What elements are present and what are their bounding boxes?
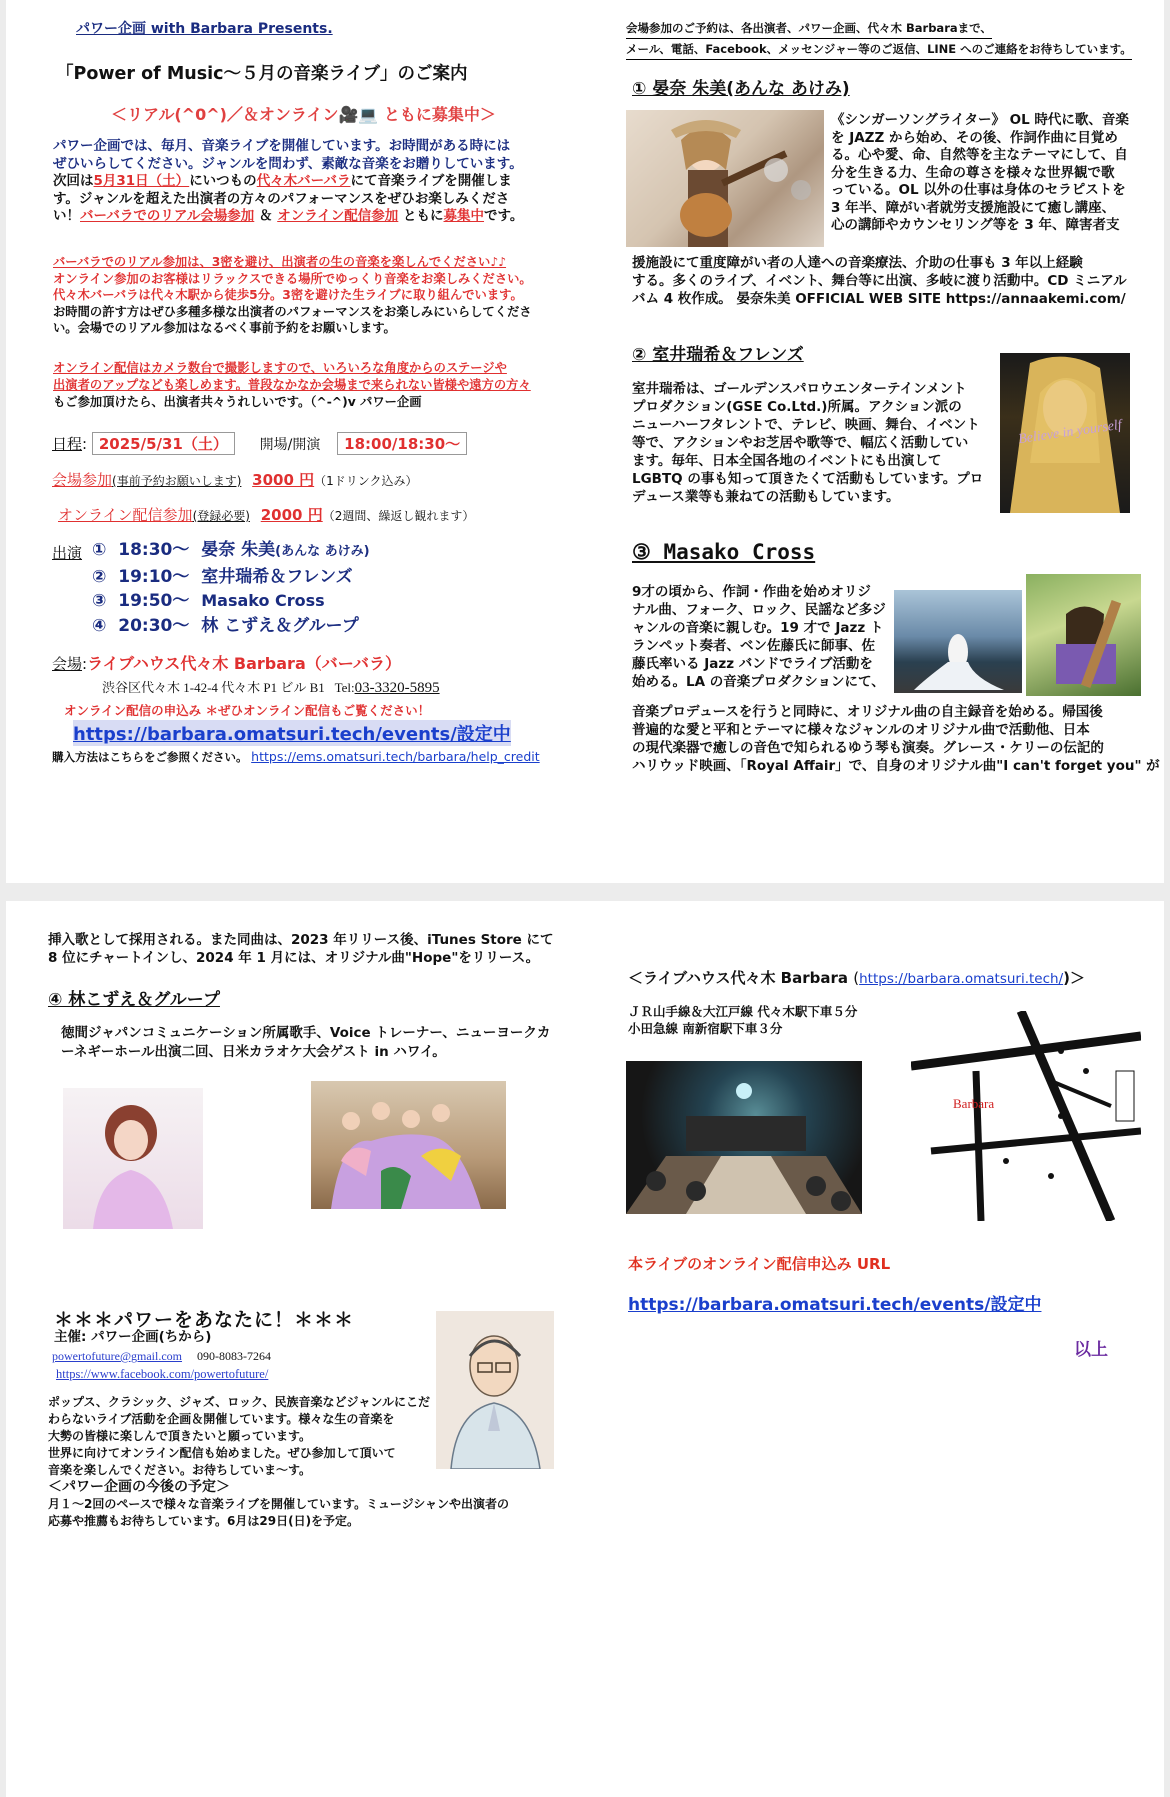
event-url-link[interactable]: https://barbara.omatsuri.tech/events/設定中 — [73, 720, 511, 746]
performer-row — [92, 538, 370, 565]
bio-line: を JAZZ から始め、その後、作詞作曲に目覚め — [831, 129, 1118, 146]
online-fee-label: オンライン配信参加 — [58, 506, 193, 524]
note-line: い。会場でのリアル参加はなるべく事前予約をお願いします。 — [53, 321, 396, 335]
schedule-row: 日程: 2025/5/31（土） 開場/開演 18:00/18:30～ — [52, 432, 467, 455]
bio-line: 等で、アクションやお芝居や歌等で、幅広く活動してい — [632, 435, 969, 451]
bio-line: 音楽プロデュースを行うと同時に、オリジナル曲の自主録音を始める。帰国後 — [632, 704, 1103, 720]
organizer-illustration — [436, 1311, 554, 1469]
text: にて音楽ライブを開催しま — [350, 173, 512, 189]
intro — [53, 138, 573, 226]
sketch-portrait-image — [436, 1311, 554, 1469]
organizer-description — [48, 1394, 510, 1530]
future-heading: ＜パワー企画の今後の予定＞ — [48, 1479, 230, 1495]
next-date: 5月31日（土） — [93, 173, 190, 189]
flyer-page-2 — [6, 901, 1164, 1797]
artist3-photo-garden — [1026, 574, 1141, 696]
artist1-bio-long — [632, 254, 1152, 308]
bio-line: バム 4 枚作成。 晏奈朱美 OFFICIAL WEB SITE https://annaakemi.com/ — [632, 291, 1126, 307]
artist1-photo — [626, 110, 824, 247]
bio-line: 心の講師やカウンセリング等を 3 年、障害者支 — [831, 217, 1120, 233]
next-event — [53, 173, 573, 191]
future-line: 応募や推薦もお待ちしています。6月は29日(日)を予定。 — [48, 1514, 360, 1528]
performer-time: 19:50～ — [118, 591, 190, 611]
online-participation: オンライン配信参加 — [277, 208, 399, 224]
power-title: ＊＊＊パワーをあなたに！＊＊＊ — [54, 1309, 355, 1331]
organizer: 主催: パワー企画(ちから) — [54, 1329, 212, 1345]
venue-fee: 3000 円 — [252, 471, 315, 489]
purchase-row — [52, 749, 540, 765]
bio-line: 8 位にチャートインし、2024 年 1 月には、オリジナル曲"Hope"をリリース。 — [48, 950, 540, 966]
venue-fee-note: (事前予約お願いします) — [112, 474, 242, 488]
access-info — [628, 1003, 857, 1037]
desc-line: わらないライブ活動を企画＆開催しています。様々な生の音楽を — [48, 1412, 395, 1426]
bio-line: する。多くのライブ、イベント、舞台等に出演、多岐に渡り活動中。CD ミニアル — [632, 273, 1127, 289]
desc-line: 音楽を楽しんでください。お待ちしていま～す。 — [48, 1463, 312, 1477]
access-line: ＪＲ山手線＆大江戸線 代々木駅下車５分 — [628, 1004, 858, 1019]
end-mark: 以上 — [1074, 1340, 1108, 1360]
bio-line: 普遍的な愛と平和とテーマに様々なジャンルのオリジナル曲で活動他、日本 — [632, 722, 1090, 738]
contact-row — [52, 1349, 271, 1364]
bio-line: ーネギーホール出演二回、日米カラオケ大会ゲスト in ハワイ。 — [61, 1044, 446, 1060]
presents-line: パワー企画 with Barbara Presents. — [76, 21, 333, 37]
note-line: オンライン参加のお客様はリラックスできる場所でゆっくり音楽をお楽しみください。 — [53, 271, 532, 286]
text: です。 — [484, 208, 524, 224]
intro-line: す。ジャンルを超えた出演者の方々のパフォーマンスをぜひお楽しみくださ — [53, 190, 510, 207]
artist1-heading: ① 晏奈 朱美(あんな あけみ) — [632, 79, 850, 99]
intro-line: ぜひいらしてください。ジャンルを問わず、素敵な音楽をお贈りしています。 — [53, 155, 523, 172]
bio-line: LGBTQ の事も知って頂きたくて活動もしています。プロ — [632, 471, 984, 487]
artist3-bio-long — [632, 703, 1162, 775]
note-line: お時間の許す方はぜひ多種多様な出演者のパフォーマンスをお楽しみにいらしてくださ — [53, 304, 532, 319]
artist4-heading: ④ 林こずえ＆グループ — [48, 990, 220, 1010]
performer-name: 晏奈 朱美 — [201, 540, 276, 560]
bio-line: 藤氏率いる Jazz バンドでライブ活動を — [632, 656, 873, 672]
performer-no: ④ — [92, 615, 107, 636]
performer-reading: (あんな あけみ) — [275, 544, 370, 559]
access-map — [911, 1011, 1141, 1221]
place-name: ライブハウス代々木 Barbara（バーバラ） — [87, 654, 401, 673]
bio-line: ニューハーフタレントで、テレビ、映画、舞台、イベント — [632, 417, 980, 433]
performer-list — [92, 538, 370, 638]
performer-no: ② — [92, 566, 107, 587]
bio-line: プロダクション(GSE Co.Ltd.)所属。アクション派の — [632, 399, 962, 415]
page-title: 「Power of Music～５月の音楽ライブ」のご案内 — [56, 64, 468, 84]
date-label: 日程 — [52, 435, 83, 453]
bio-line: 挿入歌として採用される。また同曲は、2023 年リリース後、iTunes Store にて — [48, 932, 554, 948]
bio-line: ランペット奏者、ベン佐藤氏に師事、佐 — [632, 638, 875, 654]
desc-line: 世界に向けてオンライン配信も始めました。ぜひ参加して頂いて — [48, 1446, 396, 1460]
performer-row — [92, 565, 370, 590]
date-value: 2025/5/31（土） — [92, 432, 235, 455]
artist2-photo — [1000, 353, 1130, 513]
online-fee-extra: （2週間、繰返し観れます） — [322, 509, 475, 523]
group-photo — [311, 1081, 506, 1209]
artist2-heading: ② 室井瑞希＆フレンズ — [632, 345, 804, 365]
performer-name: 室井瑞希＆フレンズ — [201, 566, 353, 587]
text: い！ — [53, 208, 80, 224]
koto-player-image — [1026, 574, 1141, 696]
open-value: 18:00/18:30～ — [337, 432, 467, 455]
venue-fee-row — [52, 469, 418, 490]
online-fee-note: (登録必要) — [192, 509, 250, 523]
camera-line: オンライン配信はカメラ数台で撮影しますので、いろいろな角度からのステージや — [53, 361, 507, 375]
purchase-note: 購入方法はこちらをご参照ください。 — [52, 750, 248, 764]
address: 渋谷区代々木 1-42-4 代々木 P1 ビル B1 — [102, 680, 325, 695]
recruiting: 募集中 — [443, 208, 485, 224]
camera-notes — [53, 360, 573, 411]
note-line: 代々木バーバラは代々木駅から徒歩5分。3密を避けた生ライブに取り組んでいます。 — [53, 288, 523, 302]
tel: 03-3320-5895 — [354, 680, 440, 696]
online-fee: 2000 円 — [260, 506, 323, 524]
bio-line: 援施設にて重度障がい者の人達への音楽療法、介助の仕事も 3 年以上経験 — [632, 255, 1083, 271]
bio-line: 《シンガーソングライター》 OL 時代に歌、音楽 — [831, 112, 1129, 128]
sea-image — [894, 590, 1022, 693]
performer-time: 20:30～ — [118, 615, 190, 636]
artist3-bio-cont — [48, 931, 568, 967]
text: ＆ — [254, 208, 278, 224]
bio-line: る。心や愛、命、自然等を主なテーマにして、自 — [831, 147, 1128, 163]
performer-row — [92, 614, 370, 639]
performers-label: 出演 — [52, 544, 83, 562]
flyer-page-1 — [6, 0, 1164, 883]
performer-name: 林 こずえ＆グループ — [201, 615, 359, 636]
paren: ( — [853, 969, 860, 987]
bio-line: 分を生きる力、生命の尊さを様々な世界観で歌 — [831, 164, 1115, 181]
singer-portrait-image — [63, 1088, 203, 1229]
online-url-link[interactable]: https://barbara.omatsuri.tech/events/設定中 — [628, 1295, 1042, 1315]
singer-guitar-image — [626, 110, 824, 247]
desc-line: 大勢の皆様に楽しんで頂きたいと願っています。 — [48, 1429, 312, 1443]
artist2-bio — [632, 380, 1012, 506]
performer-time: 19:10～ — [118, 566, 190, 587]
bio-line: 3 年半、障がい者就労支援施設にて癒し講座、 — [831, 199, 1116, 216]
access-line: 小田急線 南新宿駅下車３分 — [628, 1021, 783, 1036]
performer-name: Masako Cross — [201, 591, 325, 610]
livehouse-photo — [626, 1061, 862, 1214]
online-url-label: 本ライブのオンライン配信申込み URL — [628, 1255, 891, 1273]
place-label: 会場 — [52, 655, 83, 673]
livehouse-interior-image — [626, 1061, 862, 1214]
contact-line: メール、電話、Facebook、メッセンジャー等のご返信、LINE へのご連絡をお待ちしています。 — [626, 39, 1132, 60]
bio-line: っている。OL 以外の仕事は身体のセラピストを — [831, 182, 1126, 198]
text: ともに — [398, 208, 444, 224]
subtitle: ＜リアル(^0^)／＆オンライン🎥💻 ともに募集中＞ — [111, 105, 496, 124]
camera-line: もご参加頂けたら、出演者共々うれしいです。（^-^)v パワー企画 — [53, 395, 422, 409]
future-line: 月１～2回のペースで様々な音楽ライブを開催しています。ミュージシャンや出演者の — [48, 1497, 510, 1511]
online-fee-row — [58, 504, 474, 525]
bio-line: 室井瑞希は、ゴールデンスパロウエンターテインメント — [632, 381, 967, 397]
real-participation: バーバラでのリアル会場参加 — [80, 208, 255, 224]
purchase-url-link[interactable]: https://ems.omatsuri.tech/barbara/help_credit — [251, 749, 540, 764]
bio-line: 始める。LA の音楽プロダクションにて、 — [632, 674, 885, 690]
artist1-bio-short — [831, 112, 1141, 235]
livehouse-title-row — [628, 967, 1085, 988]
artist3-heading: ③ Masako Cross — [632, 540, 816, 564]
artist4-bio — [61, 1024, 581, 1062]
bio-line: の現代楽器で癒しの音色で知られるゆう琴も演奏。グレース・ケリーの伝記的 — [632, 740, 1104, 756]
map-image — [911, 1011, 1141, 1221]
contact-line: 会場参加のご予約は、各出演者、パワー企画、代々木 Barbaraまで、 — [626, 18, 992, 39]
address-row — [102, 677, 440, 697]
performer-no: ① — [92, 540, 107, 560]
camera-line: 出演者のアップなども楽しめます。普段なかなか会場まで来られない皆様や遠方の方々 — [53, 378, 531, 392]
bio-line: ハリウッド映画、「Royal Affair」で、自身のオリジナル曲"I can't forget you" が — [632, 758, 1160, 774]
intro-line: パワー企画では、毎月、音楽ライブを開催しています。お時間がある時には — [53, 138, 511, 154]
note-line: バーバラでのリアル参加は、3密を避け、出演者の生の音楽を楽しんでください♪♪ — [53, 255, 507, 269]
livehouse-title: ＜ライブハウス代々木 Barbara — [628, 969, 849, 987]
next-venue: 代々木バーバラ — [256, 173, 351, 189]
artist3-photo-sea — [894, 590, 1022, 693]
bio-line: ます。毎年、日本全国各地のイベントにも出演して — [632, 453, 942, 469]
group-image — [311, 1081, 506, 1209]
venue-fee-label: 会場参加 — [52, 471, 113, 489]
next-line3 — [53, 208, 573, 226]
artist4-photo — [63, 1088, 203, 1229]
map-barbara-label: Barbara — [953, 1096, 995, 1111]
open-label: 開場/開演 — [259, 437, 321, 453]
bio-line: ナル曲、フォーク、ロック、民謡など多ジ — [632, 602, 886, 618]
phone: 090-8083-7264 — [197, 1349, 272, 1363]
bio-line: ャンルの音楽に親しむ。19 才で Jazz ト — [632, 620, 884, 636]
livehouse-url-link[interactable]: https://barbara.omatsuri.tech/ — [859, 971, 1064, 987]
tel-label: Tel: — [334, 680, 355, 695]
paren: )＞ — [1063, 969, 1085, 987]
performer-time: 18:30～ — [118, 540, 190, 560]
email-link[interactable]: powertofuture@gmail.com — [52, 1349, 183, 1363]
venue-fee-extra: （1ドリンク込み） — [314, 474, 418, 488]
facebook-link[interactable]: https://www.facebook.com/powertofuture/ — [56, 1367, 269, 1381]
bio-line: 9才の頃から、作詞・作曲を始めオリジ — [632, 584, 871, 600]
text: にいつもの — [189, 173, 257, 189]
artist3-bio-short — [632, 583, 902, 691]
desc-line: ポップス、クラシック、ジャズ、ロック、民族音楽などジャンルにこだ — [48, 1395, 431, 1409]
performer-no: ③ — [92, 591, 107, 611]
artist2-photo-caption: Believe in yourself — [1017, 417, 1123, 448]
online-apply: オンライン配信の申込み ＊ぜひオンライン配信もご覧ください！ — [64, 703, 431, 718]
performer-row — [92, 589, 370, 614]
contact-info — [626, 18, 1132, 60]
notes — [53, 254, 573, 337]
venue-row: 会場:ライブハウス代々木 Barbara（バーバラ） — [52, 654, 401, 673]
bio-line: デュース業等も兼ねての活動もしています。 — [632, 489, 900, 505]
bio-line: 徳間ジャパンコミュニケーション所属歌手、Voice トレーナー、ニューヨークカ — [61, 1025, 551, 1041]
text: 次回は — [53, 173, 94, 189]
